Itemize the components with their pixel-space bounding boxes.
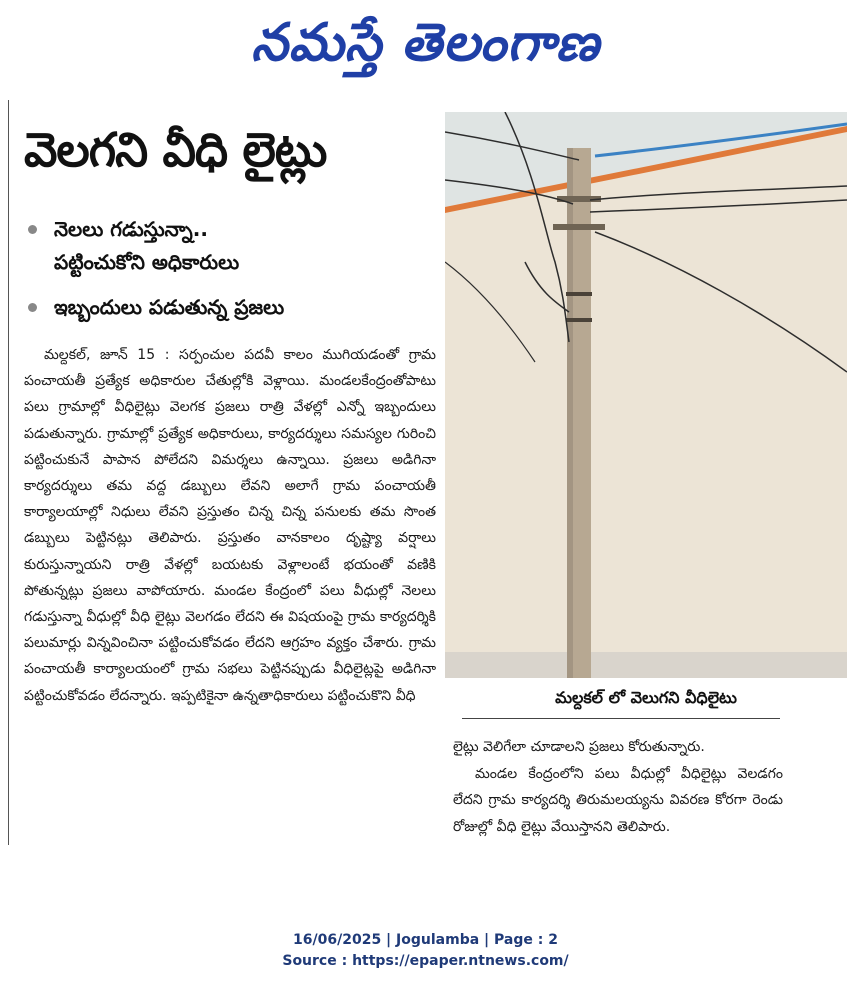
bullet-item [20,291,440,324]
footer-source-link[interactable]: Source : https://epaper.ntnews.com/ [282,953,569,969]
article-continuation [453,734,783,840]
continuation-paragraph: మండల కేంద్రంలోని పలు వీధుల్లో వీధిలైట్లు వెలడగం లేదని గ్రామ కార్యదర్శి తిరుమలయ్యను వివరణ కోరగా రెండు రోజుల్లో వీధి లైట్లు వేయిస్తానని తెలిపారు. [453,765,783,835]
body-paragraph: మల్దకల్, జూన్ 15 : సర్పంచుల పదవీ కాలం ముగియడంతో గ్రామ పంచాయతీ ప్రత్యేక అధికారుల చేతుల్లోకి వెళ్లాయి. మండలకేంద్రంతోపాటు పలు గ్రామాల్లో వీధిలైట్లు వెలగక ప్రజలు రాత్రి వేళల్లో ఎన్నో ఇబ్బందులు పడుతున్నారు. గ్రామాల్లో ప్రత్యేక అధికారులు, కార్యదర్శులు సమస్యల గురించి పట్టించుకునే పాపాన పోలేదని విమర్శలు ఉన్నాయి. ప్రజలు అడిగినా కార్యదర్శులు తమ వద్ద డబ్బులు లేవని అలాగే గ్రామ పంచాయతీ కార్యాలయాల్లో నిధులు లేవని ప్రస్తుతం చిన్న చిన్న పనులకు తమ సొంత డబ్బులు పెట్టినట్లు తెలిపారు. ప్రస్తుతం వానకాలం దృష్ట్యా వర్షాలు కురుస్తున్నాయని రాత్రి వేళల్లో బయటకు వెళ్లాలంటే భయంతో వణికి పోతున్నట్లు ప్రజలు వాపోయారు. మండల కేంద్రంలో పలు వీధుల్లో నెలలు గడుస్తున్నా వీధుల్లో వీధి లైట్లు వెలగడం లేదని ఈ విషయంపై గ్రామ కార్యదర్శికి పలుమార్లు విన్నవించినా పట్టించుకోవడం లేదని ఆగ్రహం వ్యక్తం చేశారు. గ్రామ పంచాయతీ కార్యాలయంలో గ్రామ సభలు పెట్టినప్పుడు వీధిలైట్లపై అడిగినా పట్టించుకోవడం లేదన్నారు. ఇప్పటికైనా ఉన్నతాధికారులు పట్టించుకొని వీధి [24,347,436,704]
caption-divider [462,718,780,719]
article-headline: వెలగని వీధి లైట్లు [24,123,327,178]
continuation-paragraph: లైట్లు వెలిగేలా చూడాలని ప్రజలు కోరుతున్నారు. [453,739,705,755]
bullet-line: పట్టించుకోని అధికారులు [54,250,240,274]
bullet-line: ఇబ్బందులు పడుతున్న ప్రజలు [54,295,285,319]
bullet-item [20,213,440,279]
column-divider [8,100,9,845]
page-footer [0,930,851,972]
bullet-line: నెలలు గడుస్తున్నా.. [54,217,208,241]
street-light-photo [445,112,847,678]
bullet-dot-icon [28,303,37,312]
bullet-dot-icon [28,225,37,234]
photo-caption: మల్దకల్ లో వెలుగని వీధిలైటు [555,688,737,707]
masthead-title: నమస్తే తెలంగాణ [251,12,600,73]
bullet-list [20,213,440,324]
article-body [24,342,436,709]
footer-date-line: 16/06/2025 | Jogulamba | Page : 2 [293,932,558,948]
